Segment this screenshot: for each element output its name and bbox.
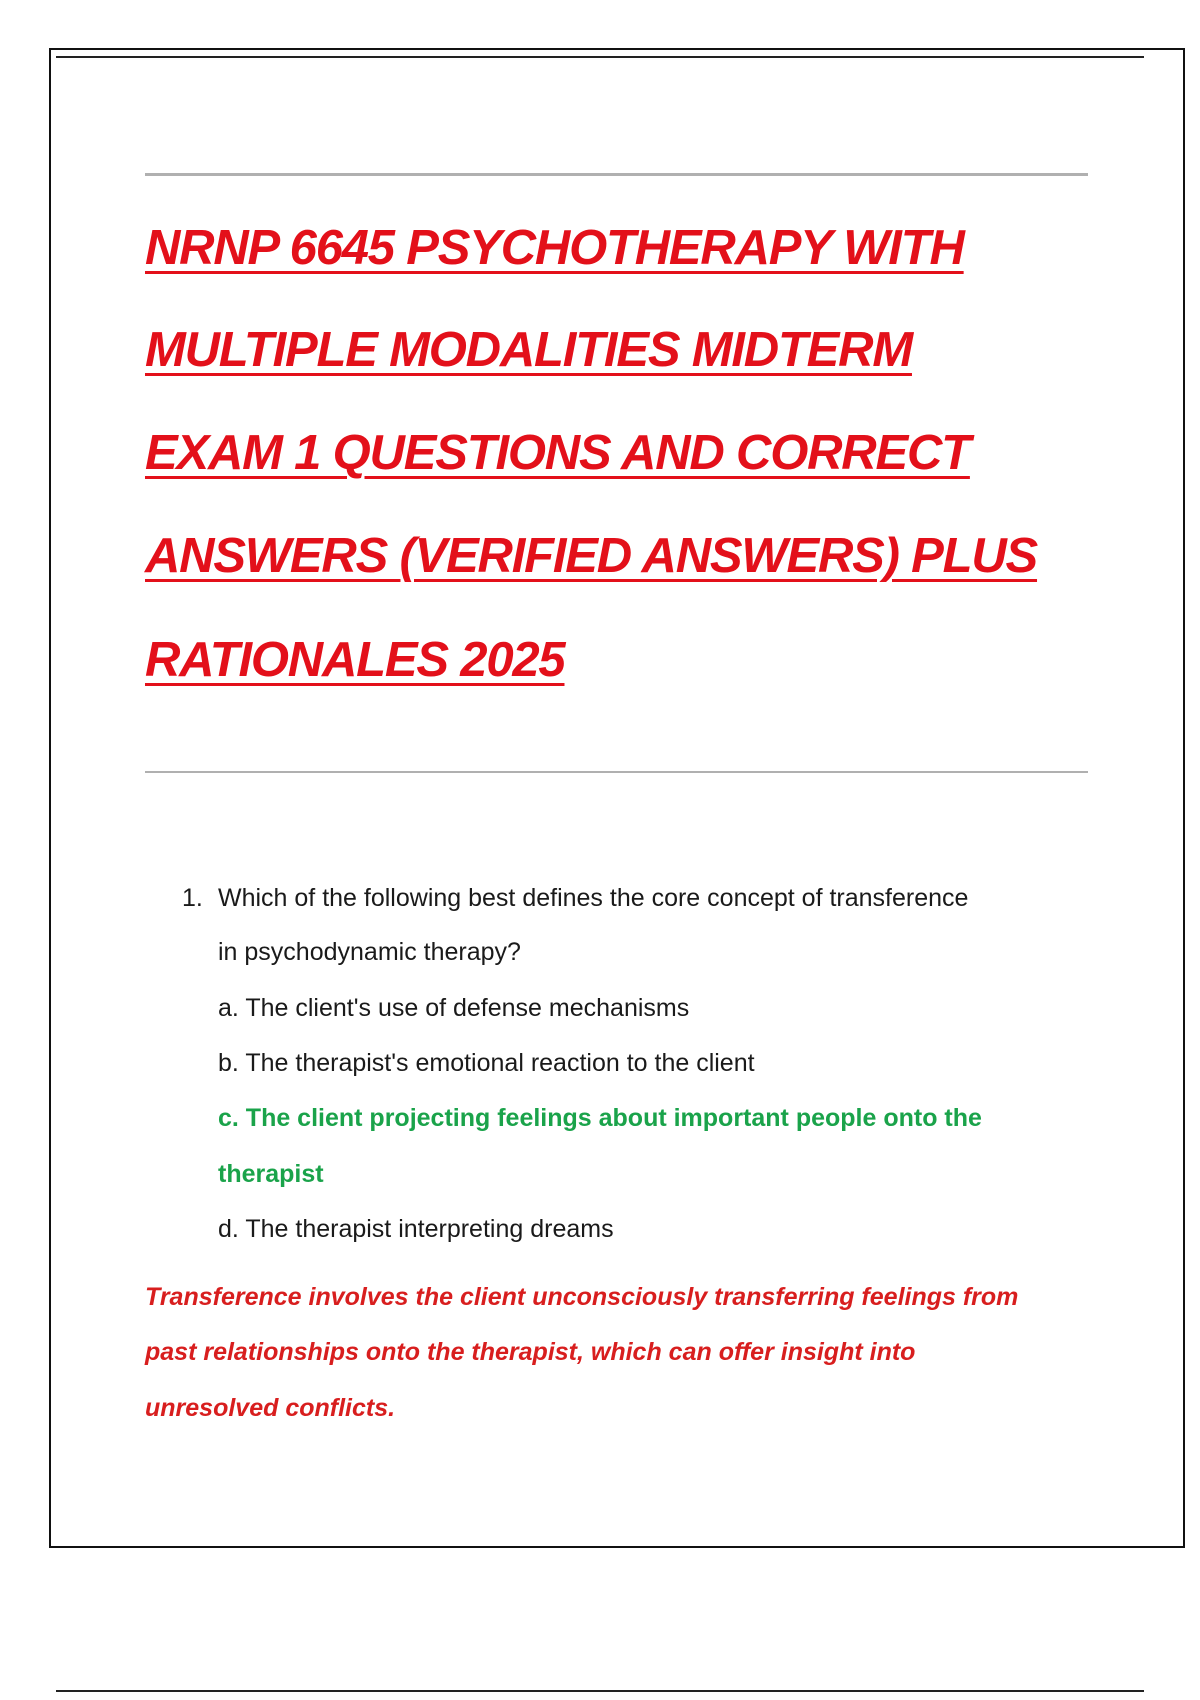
option-d: d. The therapist interpreting dreams [218, 1215, 614, 1243]
title-line: RATIONALES 2025 [145, 633, 565, 687]
title-line: NRNP 6645 PSYCHOTHERAPY WITH [145, 221, 964, 275]
option-c-correct: therapist [218, 1160, 324, 1188]
rationale-text: past relationships onto the therapist, which can offer insight into [145, 1338, 916, 1366]
title-line: ANSWERS (VERIFIED ANSWERS) PLUS [145, 529, 1038, 583]
question-text: Which of the following best defines the core concept of transference [218, 884, 969, 912]
option-c-correct: c. The client projecting feelings about important people onto the [218, 1104, 982, 1132]
title-line: EXAM 1 QUESTIONS AND CORRECT [145, 426, 970, 480]
option-b: b. The therapist's emotional reaction to the client [218, 1049, 755, 1077]
option-a: a. The client's use of defense mechanisms [218, 994, 690, 1022]
top-border-line [56, 56, 1144, 58]
title-line: MULTIPLE MODALITIES MIDTERM [145, 323, 912, 377]
bottom-border-line [56, 1690, 1144, 1692]
rationale-text: unresolved conflicts. [145, 1394, 396, 1422]
question-text: in psychodynamic therapy? [218, 938, 521, 966]
question-number: 1. [182, 884, 203, 912]
title-bottom-rule [145, 771, 1088, 773]
rationale-text: Transference involves the client unconsciously transferring feelings from [145, 1283, 1019, 1311]
title-top-rule [145, 173, 1088, 176]
